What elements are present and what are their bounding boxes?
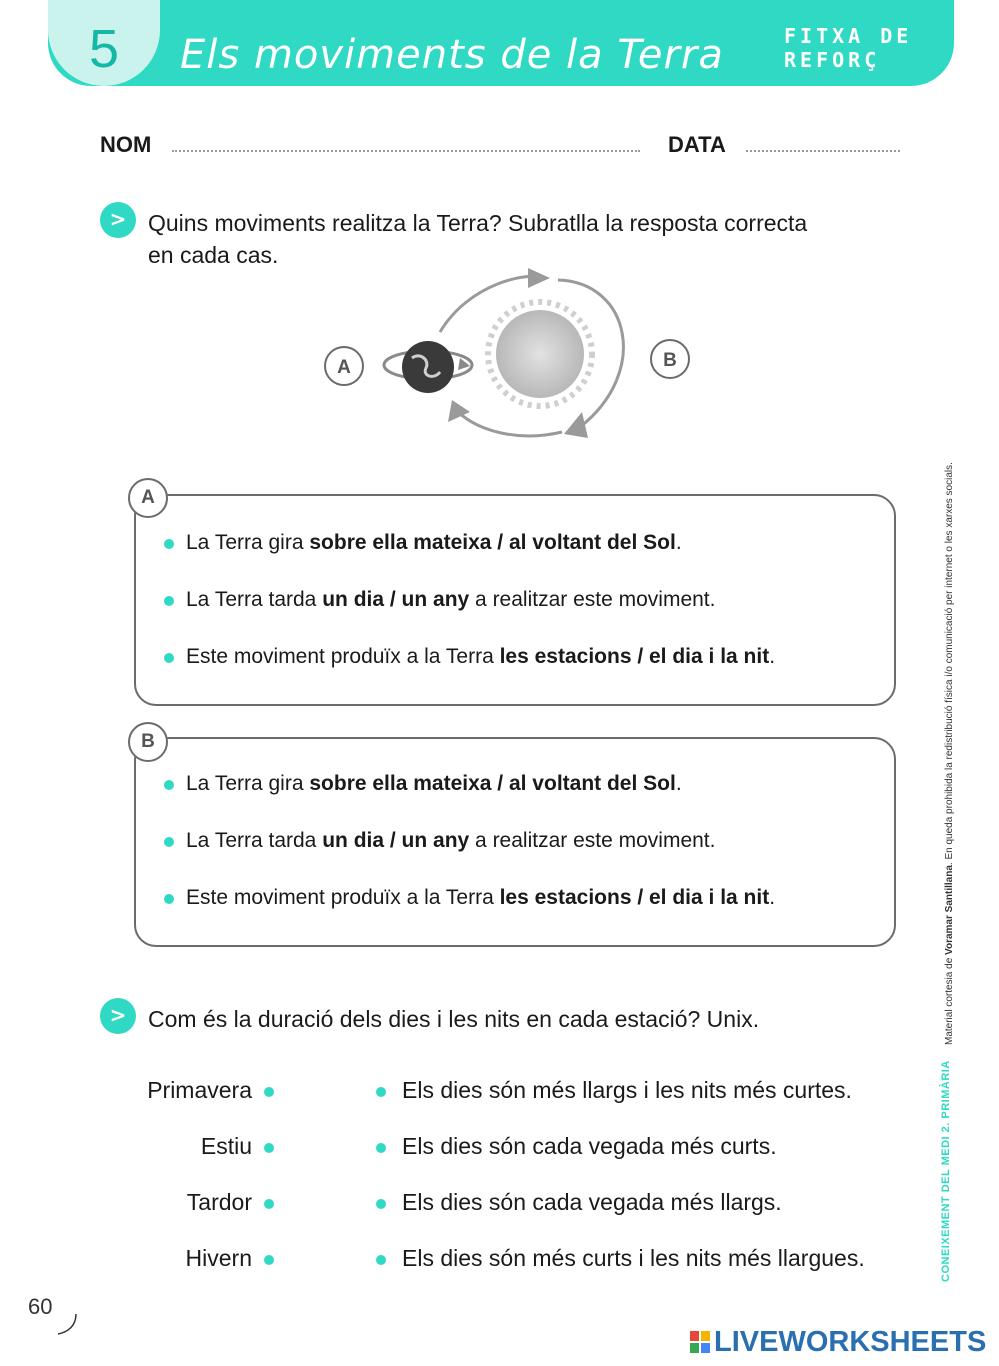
worksheet-tag-line2: REFORÇ [784,48,881,72]
label-a: A [337,357,351,378]
question1-line1: Quins moviments realitza la Terra? Subratlla la resposta correcta [148,210,808,236]
orbit-arc-bottom [458,412,562,436]
bullet [164,894,174,904]
logo-text: LIVEWORKSHEETS [714,1326,987,1358]
answer-choice: les estacions / el dia i la nit [499,645,770,668]
answer-choice: un dia / un any [322,588,470,611]
match-dot-description[interactable] [376,1087,386,1097]
sun-icon [488,302,592,406]
answer-choice: les estacions / el dia i la nit [499,886,770,909]
question1-line2: en cada cas. [148,242,279,268]
copyright-credit: Material cortesia de Voramar Santillana. En queda prohibida la redistribució física i/o comunicació per internet o les xarxes socials. [944,462,955,1045]
worksheet-tag-line1: FITXA DE [784,24,913,48]
page-number: 60 [28,1294,53,1319]
bullet [164,596,174,606]
box-b-item-3[interactable]: Este moviment produïx a la Terra les estacions / el dia i la nit. [186,886,776,909]
box-a-item-3[interactable]: Este moviment produïx a la Terra les estacions / el dia i la nit. [186,645,776,668]
match-dot-description[interactable] [376,1255,386,1265]
unit-number: 5 [88,19,120,79]
page-corner-icon [56,1312,80,1338]
season-label: Tardor [186,1189,252,1215]
box-b-badge: B [128,722,168,762]
match-dot-description[interactable] [376,1143,386,1153]
season-label: Primavera [147,1077,252,1103]
bullet [164,653,174,663]
box-a-item-1[interactable]: La Terra gira sobre ella mateixa / al voltant del Sol. [186,531,682,554]
subject-label: CONEIXEMENT DEL MEDI 2. PRIMÀRIA [940,1060,952,1282]
name-field[interactable] [172,150,640,152]
season-label: Hivern [185,1245,252,1271]
bullet [164,780,174,790]
date-label: DATA [668,132,726,157]
season-label: Estiu [200,1133,252,1159]
bullet [164,539,174,549]
earth-sun-diagram [300,262,720,452]
orbit-arrow-right [564,412,588,438]
question-arrow-icon: > [100,998,136,1034]
orbit-arrow-top [528,268,550,288]
answer-choice: un dia / un any [322,829,470,852]
box-b-item-1[interactable]: La Terra gira sobre ella mateixa / al voltant del Sol. [186,772,682,795]
page-title: Els moviments de la Terra [180,32,724,78]
match-dot-season[interactable] [264,1199,274,1209]
match-dot-season[interactable] [264,1255,274,1265]
description-label: Els dies són més curts i les nits més llargues. [402,1245,865,1271]
liveworksheets-logo [690,1326,986,1359]
logo-icon [690,1331,710,1353]
earth-icon [384,341,472,393]
name-label: NOM [100,132,152,157]
worksheet-tag [784,24,934,72]
match-dot-season[interactable] [264,1087,274,1097]
label-b: B [663,350,677,371]
bullet [164,837,174,847]
match-dot-season[interactable] [264,1143,274,1153]
box-b-item-2[interactable]: La Terra tarda un dia / un any a realitzar este moviment. [186,829,716,852]
description-label: Els dies són més llargs i les nits més curtes. [402,1077,852,1103]
question-arrow-icon: > [100,202,136,238]
description-label: Els dies són cada vegada més curts. [402,1133,777,1159]
box-a-badge: A [128,478,168,518]
answer-choice: sobre ella mateixa / al voltant del Sol [309,772,676,795]
date-field[interactable] [746,150,900,152]
answer-choice: sobre ella mateixa / al voltant del Sol [309,531,676,554]
match-dot-description[interactable] [376,1199,386,1209]
question2-text: Com és la duració dels dies i les nits en cada estació? Unix. [148,1006,760,1032]
description-label: Els dies són cada vegada més llargs. [402,1189,782,1215]
box-a-item-2[interactable]: La Terra tarda un dia / un any a realitzar este moviment. [186,588,716,611]
